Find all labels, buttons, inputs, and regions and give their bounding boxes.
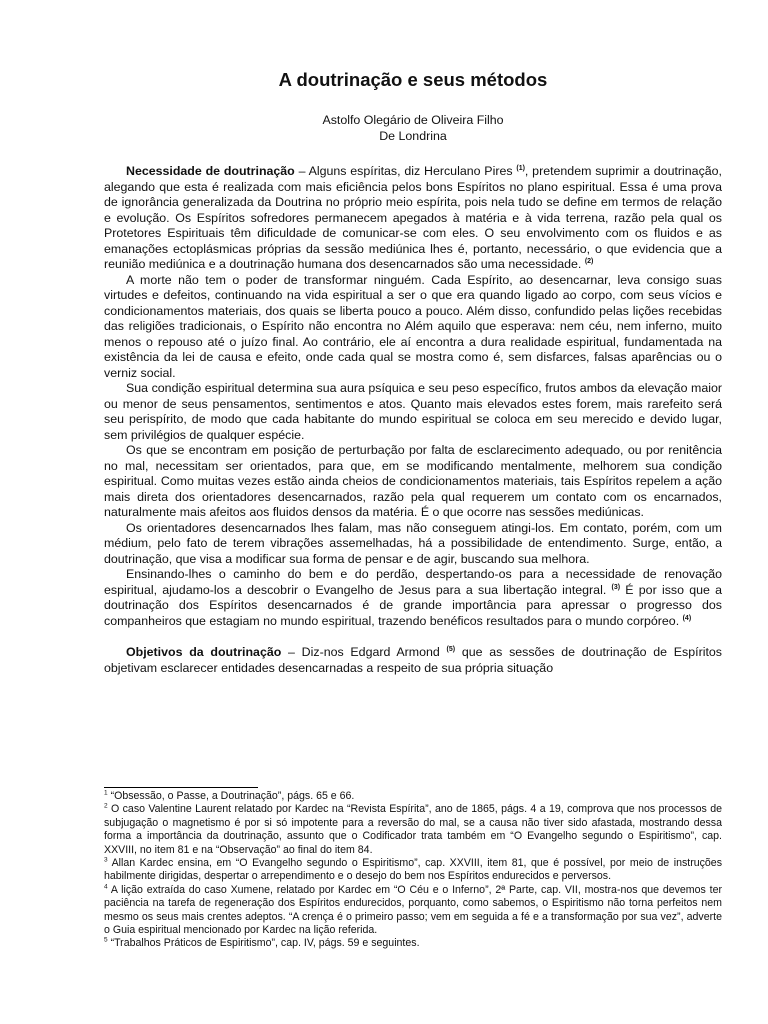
paragraph-text: que as sessões de doutrinação de Espíritos objetivam esclarecer entidades desencarnadas a respeito de sua própria situação [104,645,722,675]
footnote-ref-3: (3) [611,583,621,591]
footnote-number: 5 [104,936,108,944]
paragraph-6 [104,567,722,629]
footnote-separator [104,787,258,788]
footnote-5 [104,937,722,950]
paragraph-text: É por isso que a doutrinação dos Espíritos desencarnados é de grande importância para apressar o progresso dos companheiros que estagiam no mundo espiritual, trazendo benéficos resultados para o mundo corpóreo. [104,582,723,628]
footnote-text: A lição extraída do caso Xumene, relatado por Kardec em “O Céu e o Inferno”, 2ª Parte, cap. VII, mostra-nos que devemos ter paciência na tarefa de regeneração dos Espíritos endurecidos, porquanto, como sabemos, o Espiritismo não torna perfeitos nem mesmo os seus mais crentes adeptos. “A crença é o primeiro passo; vem em seguida a fé e a transformação por sua vez”, adverte o Guia espiritual mencionado por Kardec na lição referida. [104,883,722,937]
document-page [104,68,722,676]
author-location: De Londrina [379,129,447,143]
footnote-ref-2: (2) [584,257,594,265]
section-heading-objetivos: Objetivos da doutrinação [126,645,282,659]
footnote-number: 1 [104,789,108,797]
article-body [104,164,722,676]
paragraph-text: , pretendem suprimir a doutrinação, alegando que esta é realizada com mais eficiência pelos bons Espíritos no plano espiritual. Essa é uma prova de ignorância generalizada da Doutrina no próprio meio espírita, pois nela tudo se define em termos de relação e evolução. Os Espíritos sofredores permanecem apegados à matéria e à vida terrena, razão pela qual os Protetores Espirituais têm dificuldade de comunicar-se com eles. O seu envolvimento com os fluidos e as emanações ectoplásmicas próprias da sessão mediúnica lhes é, portanto, necessário, o que evidencia que a reunião mediúnica e a doutrinação humana dos desencarnados são uma necessidade. [104,164,722,271]
paragraph-4: Os que se encontram em posição de perturbação por falta de esclarecimento adequado, ou por renitência no mal, necessitam ser orientados, para que, em se modificando mentalmente, melhorem sua condição espiritual. Como muitas vezes estão ainda cheios de condicionamentos materiais, tais Espíritos repelem a ação mais direta dos orientadores desencarnados, razão pela qual requerem um contato com os encarnados, naturalmente mais afeitos aos fluidos densos da matéria. É o que ocorre nas sessões mediúnicas. [104,443,722,519]
document-title: A doutrinação e seus métodos [278,69,548,90]
footnote-number: 2 [104,802,108,810]
footnote-text: “Obsessão, o Passe, a Doutrinação”, págs. 65 e 66. [107,790,355,802]
footnote-number: 4 [104,883,108,891]
paragraph-5: Os orientadores desencarnados lhes falam, mas não conseguem atingi-los. Em contato, porém, com um médium, pelo fato de terem vibrações assemelhadas, há a possibilidade de entendimento. Surge, então, a doutrinação, que visa a modificar sua forma de pensar e de agir, buscando sua melhora. [104,520,722,566]
paragraph-text: Ensinando-lhes o caminho do bem e do perdão, despertando-os para a necessidade de renovação espiritual, ajudamo-los a descobrir o Evangelho de Jesus para a sua libertação integral. [104,567,722,597]
footnote-1 [104,790,722,803]
footnote-text: “Trabalhos Práticos de Espiritismo”, cap. IV, págs. 59 e seguintes. [107,937,420,950]
paragraph-7 [104,645,722,676]
footnote-number: 3 [104,856,108,864]
section-heading-necessidade: Necessidade de doutrinação [126,164,295,178]
author-name: Astolfo Olegário de Oliveira Filho [322,113,504,127]
paragraph-3: Sua condição espiritual determina sua aura psíquica e seu peso específico, frutos ambos da elevação maior ou menor de seus pensamentos, sentimentos e atos. Quanto mais elevados estes forem, mais rarefeito será seu perispírito, de modo que cada habitante do mundo espiritual se coloca em seu merecido e devido lugar, sem privilégios de qualquer espécie. [104,381,722,442]
paragraph-1 [104,164,722,273]
footnote-3 [104,857,722,884]
footnote-text: Allan Kardec ensina, em “O Evangelho segundo o Espiritismo”, cap. XXVIII, item 81, que é possível, por meio de instruções habilmente dirigidas, despertar o arrependimento e o desejo do bem nos Espíritos endurecidos e perversos. [104,857,722,883]
footnote-4 [104,884,722,938]
footnote-2 [104,803,722,857]
paragraph-text: – Alguns espíritas, diz Herculano Pires [294,164,517,178]
paragraph-text: – Diz-nos Edgard Armond [281,645,447,659]
footnote-ref-5: (5) [446,645,456,653]
footnote-ref-1: (1) [516,164,525,172]
footnote-ref-4: (4) [682,614,692,622]
footnotes [104,790,722,951]
byline [104,112,722,144]
footnote-text: O caso Valentine Laurent relatado por Kardec na “Revista Espírita”, ano de 1865, págs. 4 a 19, comprova que nos processos de subjugação o magnetismo é por si só impotente para a reversão do mal, se a causa não tiver sido afastada, mostrando dessa forma a importância da doutrinação, assunto que o Codificador trata também em “O Evangelho segundo o Espiritismo”, cap. XXVIII, no item 81 e na “Observação” ao final do item 84. [104,803,722,856]
paragraph-2: A morte não tem o poder de transformar ninguém. Cada Espírito, ao desencarnar, leva consigo suas virtudes e defeitos, continuando na vida espiritual a ser o que era quando ligado ao corpo, com seus vícios e condicionamentos materiais, dos quais se liberta pouco a pouco. Além disso, confundido pelas lições recebidas das religiões tradicionais, o Espírito não encontra no Além aquilo que esperava: nem céu, nem inferno, muito menos o repouso até o juízo final. Ao contrário, ele aí encontra a dura realidade espiritual, fundamentada na existência da lei de causa e efeito, onde cada qual se mostra como é, sem disfarces, falsas aparências ou o verniz social. [104,272,722,380]
